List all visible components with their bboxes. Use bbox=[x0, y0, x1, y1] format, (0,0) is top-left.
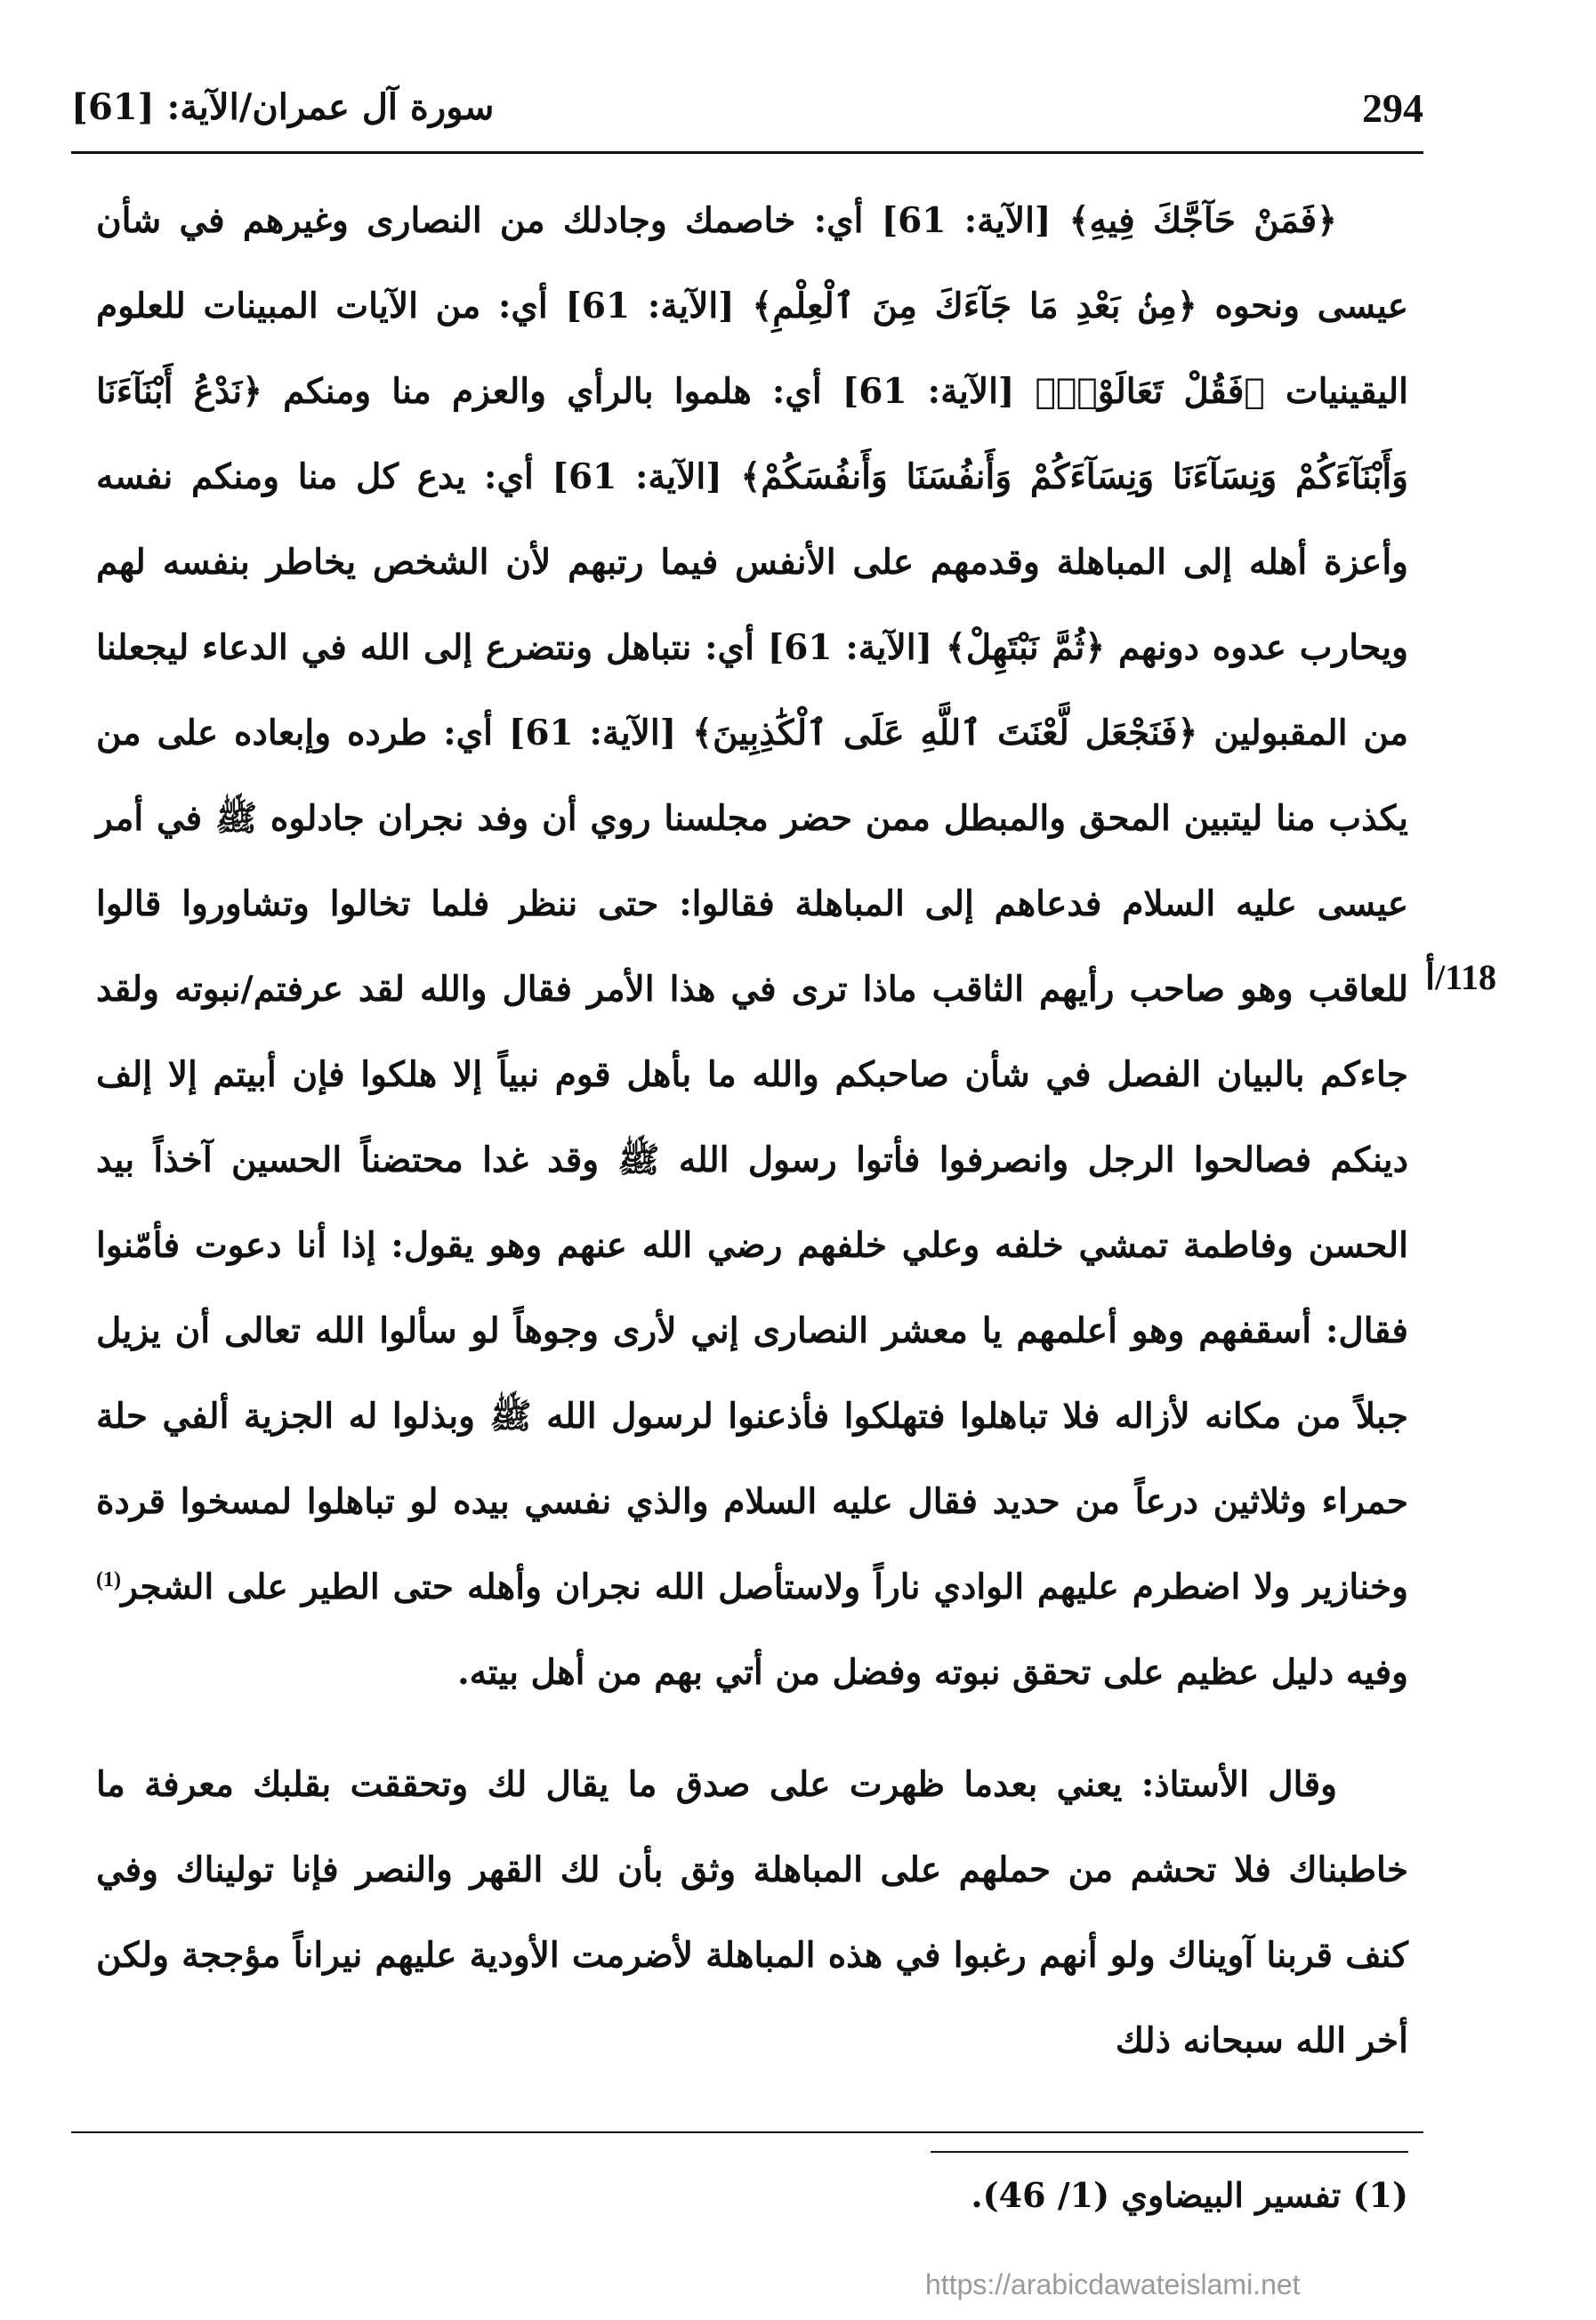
footnote-reference: (1) bbox=[96, 1568, 121, 1591]
page-number: 294 bbox=[1362, 85, 1423, 131]
paragraph-2: وقال الأستاذ: يعني بعدما ظهرت على صدق ما يقال لك وتحققت بقلبك معرفة ما خاطبناك فلا تحشم من حملهم على المباهلة وثق بأن لك القهر والنصر فإنا توليناك وفي كنف قربنا آويناك ولو أنهم رغبوا في هذه المباهلة لأضرمت الأودية عليهم نيراناً مؤججة ولكن أخر الله سبحانه ذلك bbox=[96, 1764, 1408, 2061]
main-text bbox=[96, 178, 1408, 2083]
running-title: سورة آل عمران/الآية: [61] bbox=[71, 86, 495, 128]
text-bottom-rule bbox=[71, 2131, 1423, 2133]
paragraph-1-text: ﴿فَمَنْ حَآجَّكَ فِيهِ﴾ [الآية: 61] أي: خاصمك وجادلك من النصارى وغيرهم في شأن عيسى ونحوه ﴿مِنۢ بَعْدِ مَا جَآءَكَ مِنَ ٱلْعِلْمِ﴾ [الآية: 61] أي: من الآيات المبينات للعلوم اليقينيات ﴿فَقُلْ تَعَالَوْا۟﴾ [الآية: 61] أي: هلموا بالرأي والعزم منا ومنكم ﴿نَدْعُ أَبْنَآءَنَا وَأَبْنَآءَكُمْ وَنِسَآءَنَا وَنِسَآءَكُمْ وَأَنفُسَنَا وَأَنفُسَكُمْ﴾ [الآية: 61] أي: يدع كل منا ومنكم نفسه وأعزة أهله إلى المباهلة وقدمهم على الأنفس فيما رتبهم لأن الشخص يخاطر بنفسه لهم ويحارب عدوه دونهم ﴿ثُمَّ نَبْتَهِلْ﴾ [الآية: 61] أي: نتباهل ونتضرع إلى الله في الدعاء ليجعلنا من المقبولين ﴿فَنَجْعَل لَّعْنَتَ ٱللَّهِ عَلَى ٱلْكَٰذِبِينَ﴾ [الآية: 61] أي: طرده وإبعاده على من يكذب منا ليتبين المحق والمبطل ممن حضر مجلسنا روي أن وفد نجران جادلوه ﷺ في أمر عيسى عليه السلام فدعاهم إلى المباهلة فقالوا: حتى ننظر فلما تخالوا وتشاوروا قالوا للعاقب وهو صاحب رأيهم الثاقب ماذا ترى في هذا الأمر فقال والله لقد عرفتم/نبوته ولقد جاءكم بالبيان الفصل في شأن صاحبكم والله ما بأهل قوم نبياً إلا هلكوا فإن أبيتم إلا إلف دينكم فصالحوا الرجل وانصرفوا فأتوا رسول الله ﷺ وقد غدا محتضناً الحسين آخذاً بيد الحسن وفاطمة تمشي خلفه وعلي خلفهم رضي الله عنهم وهو يقول: إذا أنا دعوت فأمّنوا فقال: أسقفهم وهو أعلمهم يا معشر النصارى إني لأرى وجوهاً لو سألوا الله تعالى أن يزيل جبلاً من مكانه لأزاله فلا تباهلوا فتهلكوا فأذعنوا لرسول الله ﷺ وبذلوا له الجزية ألفي حلة حمراء وثلاثين درعاً من حديد فقال عليه السلام والذي نفسي بيده لو تباهلوا لمسخوا قردة وخنازير ولا اضطرم عليهم الوادي ناراً ولاستأصل الله نجران وأهله حتى الطير على الشجر bbox=[96, 200, 1408, 1607]
paragraph-1-tail: وفيه دليل عظيم على تحقق نبوته وفضل من أتي بهم من أهل بيته. bbox=[457, 1652, 1408, 1693]
paragraph-1 bbox=[96, 178, 1408, 1715]
watermark-url: https://arabicdawateislami.net bbox=[925, 2268, 1301, 2300]
manuscript-folio-note: 118/أ bbox=[1425, 957, 1497, 997]
header-rule bbox=[71, 151, 1423, 154]
page-header bbox=[71, 85, 1423, 147]
footnote: (1) تفسير البيضاوي (1/ 46). bbox=[971, 2175, 1408, 2215]
footnote-separator bbox=[931, 2151, 1408, 2153]
